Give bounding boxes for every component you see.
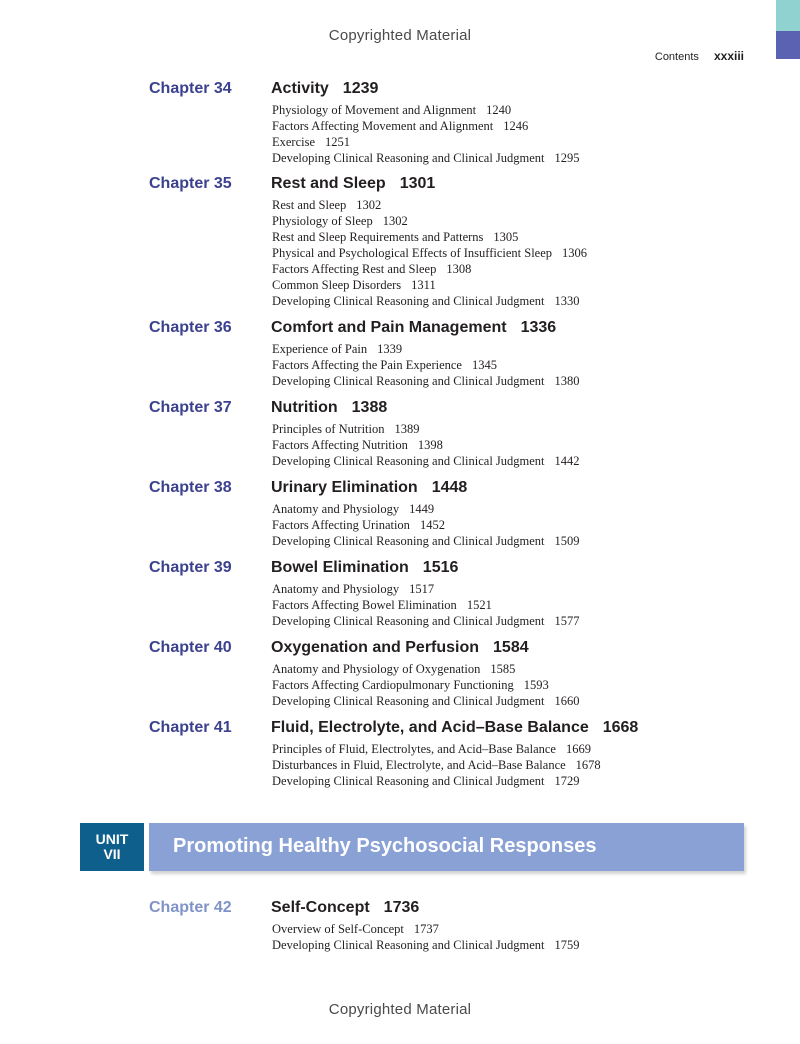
chapter-page-number: 1239 <box>342 80 379 97</box>
section-page-number: 1305 <box>493 230 519 244</box>
chapter-number: Chapter 37 <box>149 399 232 416</box>
section-title: Factors Affecting Urination <box>272 518 410 532</box>
section-entry <box>272 757 601 773</box>
section-entry <box>272 773 601 789</box>
section-entry <box>272 437 580 453</box>
section-title: Developing Clinical Reasoning and Clinical Judgment <box>272 151 545 165</box>
section-page-number: 1449 <box>409 502 435 516</box>
chapter-number: Chapter 35 <box>149 175 232 192</box>
chapter-page-number: 1301 <box>399 175 436 192</box>
section-title: Principles of Nutrition <box>272 422 385 436</box>
section-page-number: 1345 <box>471 358 497 372</box>
section-page-number: 1389 <box>394 422 420 436</box>
section-entry <box>272 597 580 613</box>
chapter-number: Chapter 39 <box>149 559 232 576</box>
section-page-number: 1660 <box>554 694 580 708</box>
chapter-title-text: Self-Concept <box>271 899 370 916</box>
section-entry <box>272 373 580 389</box>
section-title: Principles of Fluid, Electrolytes, and Acid–Base Balance <box>272 742 556 756</box>
section-title: Anatomy and Physiology of Oxygenation <box>272 662 481 676</box>
section-title: Experience of Pain <box>272 342 368 356</box>
section-page-number: 1521 <box>466 598 492 612</box>
running-head-page-number: xxxiii <box>713 49 744 63</box>
section-page-number: 1585 <box>490 662 516 676</box>
chapter-title-text: Activity <box>271 80 329 97</box>
section-page-number: 1302 <box>382 214 408 228</box>
unit-badge <box>80 823 144 871</box>
section-page-number: 1251 <box>325 135 351 149</box>
section-list <box>272 341 580 389</box>
section-entry <box>272 921 580 937</box>
chapter-number: Chapter 34 <box>149 80 232 97</box>
section-title: Disturbances in Fluid, Electrolyte, and Acid–Base Balance <box>272 758 566 772</box>
chapter-title <box>271 80 378 98</box>
chapter-title <box>271 479 467 497</box>
section-title: Developing Clinical Reasoning and Clinical Judgment <box>272 374 545 388</box>
section-entry <box>272 937 580 953</box>
chapter-page-number: 1336 <box>520 319 557 336</box>
running-head <box>655 49 744 63</box>
section-page-number: 1246 <box>503 119 529 133</box>
chapter-page-number: 1388 <box>351 399 388 416</box>
chapter-page-number: 1668 <box>602 719 639 736</box>
section-page-number: 1442 <box>554 454 580 468</box>
unit-badge-line2: VII <box>103 846 121 862</box>
chapter-title <box>271 399 387 417</box>
section-title: Factors Affecting Rest and Sleep <box>272 262 437 276</box>
chapter-title <box>271 175 435 193</box>
chapter-page-number: 1516 <box>422 559 459 576</box>
section-page-number: 1398 <box>417 438 443 452</box>
watermark-top: Copyrighted Material <box>328 27 472 44</box>
section-page-number: 1517 <box>409 582 435 596</box>
section-entry <box>272 118 580 134</box>
section-title: Anatomy and Physiology <box>272 502 400 516</box>
section-entry <box>272 357 580 373</box>
section-entry <box>272 501 580 517</box>
unit-title-bar <box>149 823 744 871</box>
unit-badge-line1: UNIT <box>95 831 129 847</box>
section-list <box>272 501 580 549</box>
section-page-number: 1593 <box>523 678 549 692</box>
chapter-title-text: Comfort and Pain Management <box>271 319 507 336</box>
watermark-bottom: Copyrighted Material <box>328 1001 472 1018</box>
section-entry <box>272 661 580 677</box>
chapter-number: Chapter 38 <box>149 479 232 496</box>
section-title: Factors Affecting Bowel Elimination <box>272 598 457 612</box>
chapter-title <box>271 719 638 737</box>
chapter-title <box>271 559 458 577</box>
section-title: Developing Clinical Reasoning and Clinical Judgment <box>272 938 545 952</box>
section-page-number: 1509 <box>554 534 580 548</box>
section-page-number: 1380 <box>554 374 580 388</box>
section-entry <box>272 245 587 261</box>
section-page-number: 1295 <box>554 151 580 165</box>
chapter-title-text: Oxygenation and Perfusion <box>271 639 480 656</box>
section-title: Rest and Sleep <box>272 198 347 212</box>
section-page-number: 1302 <box>356 198 382 212</box>
chapter-page-number: 1584 <box>493 639 529 656</box>
chapter-page-number: 1736 <box>383 899 420 916</box>
section-page-number: 1452 <box>419 518 445 532</box>
section-entry <box>272 134 580 150</box>
section-title: Developing Clinical Reasoning and Clinical Judgment <box>272 694 545 708</box>
section-title: Developing Clinical Reasoning and Clinical Judgment <box>272 614 545 628</box>
section-entry <box>272 229 587 245</box>
section-title: Physiology of Sleep <box>272 214 373 228</box>
section-entry <box>272 213 587 229</box>
section-list <box>272 421 580 469</box>
section-list <box>272 581 580 629</box>
section-title: Factors Affecting the Pain Experience <box>272 358 462 372</box>
section-entry <box>272 150 580 166</box>
section-entry <box>272 277 587 293</box>
section-page-number: 1330 <box>554 294 580 308</box>
section-entry <box>272 102 580 118</box>
section-title: Overview of Self-Concept <box>272 922 404 936</box>
chapter-number: Chapter 40 <box>149 639 232 656</box>
section-page-number: 1737 <box>413 922 439 936</box>
section-entry <box>272 341 580 357</box>
section-title: Developing Clinical Reasoning and Clinical Judgment <box>272 294 545 308</box>
running-head-label: Contents <box>654 51 699 63</box>
section-entry <box>272 517 580 533</box>
section-list <box>272 197 587 309</box>
section-list <box>272 102 580 166</box>
section-entry <box>272 693 580 709</box>
section-page-number: 1577 <box>554 614 580 628</box>
section-page-number: 1308 <box>446 262 472 276</box>
section-title: Common Sleep Disorders <box>272 278 402 292</box>
chapter-title-text: Urinary Elimination <box>271 479 418 496</box>
chapter-page-number: 1448 <box>431 479 468 496</box>
section-list <box>272 921 580 953</box>
section-title: Developing Clinical Reasoning and Clinical Judgment <box>272 454 545 468</box>
section-title: Rest and Sleep Requirements and Patterns <box>272 230 484 244</box>
chapter-number: Chapter 42 <box>149 899 232 916</box>
section-title: Factors Affecting Movement and Alignment <box>272 119 494 133</box>
section-page-number: 1339 <box>377 342 403 356</box>
chapter-title-text: Nutrition <box>271 399 338 416</box>
section-title: Factors Affecting Nutrition <box>272 438 408 452</box>
section-title: Physical and Psychological Effects of Insufficient Sleep <box>272 246 553 260</box>
section-entry <box>272 293 587 309</box>
section-entry <box>272 581 580 597</box>
chapter-title-text: Fluid, Electrolyte, and Acid–Base Balance <box>271 719 589 736</box>
section-title: Factors Affecting Cardiopulmonary Functioning <box>272 678 514 692</box>
section-page-number: 1306 <box>562 246 588 260</box>
section-entry <box>272 261 587 277</box>
section-page-number: 1311 <box>411 278 436 292</box>
chapter-title <box>271 899 419 917</box>
section-entry <box>272 613 580 629</box>
section-title: Developing Clinical Reasoning and Clinical Judgment <box>272 774 545 788</box>
section-entry <box>272 197 587 213</box>
chapter-title <box>271 639 529 657</box>
section-title: Anatomy and Physiology <box>272 582 400 596</box>
section-entry <box>272 421 580 437</box>
section-page-number: 1759 <box>554 938 580 952</box>
section-entry <box>272 453 580 469</box>
section-title: Physiology of Movement and Alignment <box>272 103 477 117</box>
section-title: Developing Clinical Reasoning and Clinical Judgment <box>272 534 545 548</box>
chapter-title <box>271 319 556 337</box>
section-page-number: 1240 <box>486 103 512 117</box>
section-list <box>272 661 580 709</box>
section-entry <box>272 741 601 757</box>
section-entry <box>272 533 580 549</box>
section-page-number: 1669 <box>565 742 591 756</box>
chapter-number: Chapter 36 <box>149 319 232 336</box>
unit-title: Promoting Healthy Psychosocial Responses <box>173 835 597 857</box>
section-entry <box>272 677 580 693</box>
chapter-number: Chapter 41 <box>149 719 232 736</box>
section-page-number: 1678 <box>575 758 601 772</box>
section-page-number: 1729 <box>554 774 580 788</box>
section-title: Exercise <box>272 135 316 149</box>
section-list <box>272 741 601 789</box>
chapter-title-text: Rest and Sleep <box>271 175 386 192</box>
chapter-title-text: Bowel Elimination <box>271 559 409 576</box>
